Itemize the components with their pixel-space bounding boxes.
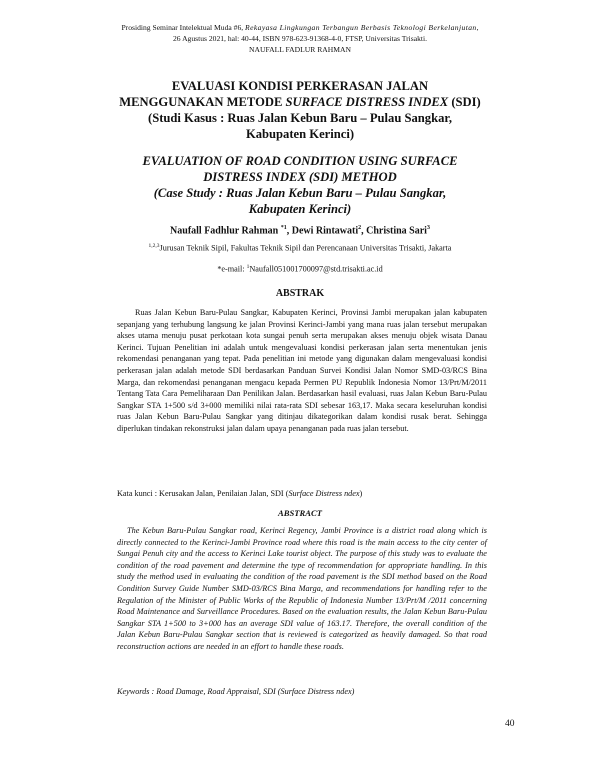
abstract-body: The Kebun Baru-Pulau Sangkar road, Kerinci Regency, Jambi Province is a district road along which is directly connected to the Kerinci-Jambi Province road where this road is the main access to the city center of Sungai Penuh city and the access to Kerinci Lake tourist object. The purpose of this study was to evaluate the condition of the road pavement and determine the type of recommendation for appropriate handling. In this study the method used in evaluating the condition of the road pavement is the SDI method based on the Road Condition Survey Guide Number SMD-03/RCS Bina Marga, and recommendations for handling refer to the Regulation of the Minister of Public Works of the Republic of Indonesia Number 13/Prt/M /2011 concerning Road Maintenance and Surveillance Procedures. Based on the evaluation results, the Jalan Kebun Baru-Pulau Sangkar STA 1+500 to 3+000 has an average SDI value of 163.17. Therefore, the overall condition of the Jalan Kebun Baru-Pulau Sangkar section that is reviewed is categorized as heavily damaged. So that road reconstruction actions are needed in an effort to handle these roads. (117, 526, 487, 651)
page-number: 40 (505, 719, 515, 729)
proceedings-header (0, 22, 600, 55)
header-line-1: Prosiding Seminar Intelektual Muda #6, Rekayasa Lingkungan Terbangun Berbasis Teknologi Berkelanjutan, (121, 23, 479, 32)
abstrak-body: Ruas Jalan Kebun Baru-Pulau Sangkar, Kabupaten Kerinci, Provinsi Jambi merupakan jalan kabupaten sepanjang yang terhubung langsung ke jalan Provinsi Kerinci-Jambi yang mana ruas jalan tersebut merupakan akses utama menuju pusat perkotaan kota sungai penuh serta merupakan akses menuju objek wisata Danau Kerinci. Tujuan Penelitian ini adalah untuk mengevaluasi kondisi perkerasan jalan serta menentukan jenis rekomendasi penanganan yang tepat. Pada penelitian ini metode yang digunakan dalam mengevaluasi kondisi perkerasan jalan adalah metode SDI berdasarkan Panduan Survei Kondisi Jalan Nomor SMD-03/RCS Bina Marga, dan rekomendasi penanganan mengacu kepada Permen PU Republik Indonesia Nomor 13/Prt/M/2011 Tentang Tata Cara Pemeliharaan Dan Penilikan Jalan. Berdasarkan hasil evaluasi, ruas Jalan Kebun Baru-Pulau Sangkar STA 1+500 s/d 3+000 memiliki nilai rata-rata SDI sebesar 163,17. Maka secara keseluruhan kondisi ruas Jalan Kebun Baru-Pulau Sangkar yang ditinjau dikategorikan dalam kondisi rusak berat. Sehingga diperlukan tindakan rekonstruksi jalan dalam upaya penanganan pada ruas jalan tersebut. (117, 308, 487, 433)
title-english: EVALUATION OF ROAD CONDITION USING SURFACE DISTRESS INDEX (SDI) METHOD (Case Study : Ruas Jalan Kebun Baru – Pulau Sangkar, Kabupaten Kerinci) (142, 154, 458, 216)
header-line-2: 26 Agustus 2021, hal: 40-44, ISBN 978-623-91368-4-0, FTSP, Universitas Trisakti. (173, 34, 427, 43)
email-address[interactable]: Naufall051001700097@std.trisakti.ac.id (249, 264, 383, 274)
affiliation: $^{1,2,3}$Jurusan Teknik Sipil, Fakultas Teknik Sipil dan Perencanaan Universitas Trisakti, Jakarta (148, 243, 452, 253)
header-theme: Rekayasa Lingkungan Terbangun Berbasis Teknologi Berkelanjutan (245, 23, 477, 32)
header-author-name: NAUFALL FADLUR RAHMAN (249, 45, 351, 54)
abstract-heading: ABSTRACT (278, 508, 322, 518)
abstrak-heading: ABSTRAK (275, 288, 325, 299)
kata-kunci: Kata kunci : Kerusakan Jalan, Penilaian Jalan, SDI (Surface Distress ndex) (117, 489, 363, 498)
keywords: Keywords : Road Damage, Road Appraisal, SDI (Surface Distress ndex) (117, 687, 355, 696)
author-list: Naufall Fadhlur Rahman $^{*1}$, Dewi Rintawati$^2$, Christina Sari$^3$ (170, 225, 430, 237)
corresponding-email: *e-mail: $^1$Naufall051001700097@std.trisakti.ac.id (217, 264, 383, 274)
title-indonesian: EVALUASI KONDISI PERKERASAN JALAN MENGGUNAKAN METODE SURFACE DISTRESS INDEX (SDI) (Studi Kasus : Ruas Jalan Kebun Baru – Pulau Sangkar, Kabupaten Kerinci) (119, 79, 481, 141)
